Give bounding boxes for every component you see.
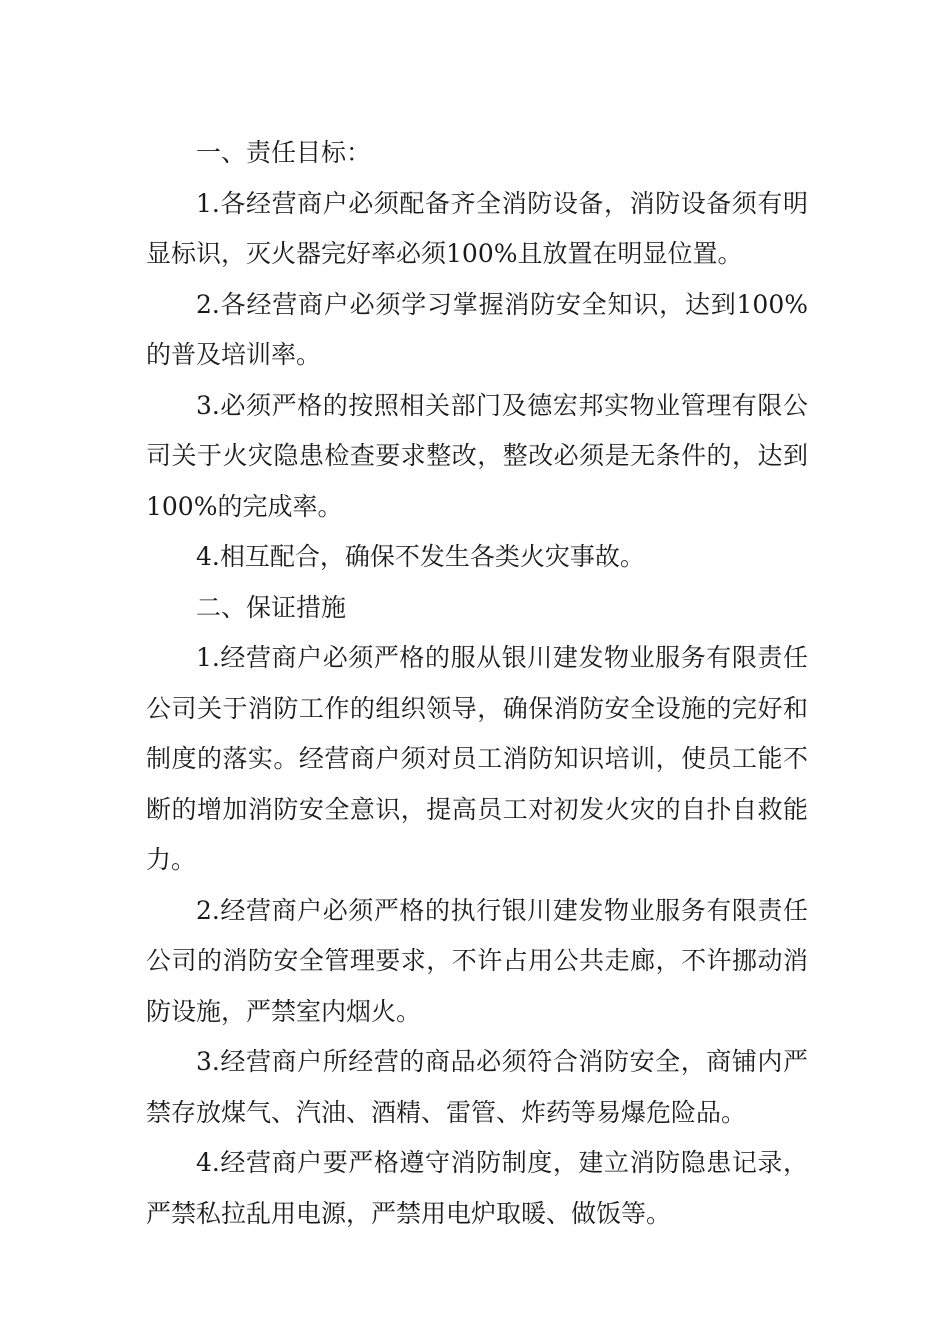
- goal-item-3: 3.必须严格的按照相关部门及德宏邦实物业管理有限公司关于火灾隐患检查要求整改，整改必须是无条件的，达到100%的完成率。: [146, 390, 808, 521]
- goal-item-2: 2.各经营商户必须学习掌握消防安全知识，达到100%的普及培训率。: [146, 289, 808, 369]
- measure-item-4: 4.经营商户要严格遵守消防制度，建立消防隐患记录，严禁私拉乱用电源，严禁用电炉取暖、做饭等。: [146, 1148, 808, 1228]
- measure-item-3: 3.经营商户所经营的商品必须符合消防安全，商铺内严禁存放煤气、汽油、酒精、雷管、炸药等易爆危险品。: [146, 1047, 808, 1127]
- goal-item-4: 4.相互配合，确保不发生各类火灾事故。: [196, 542, 645, 571]
- measure-item-2: 2.经营商户必须严格的执行银川建发物业服务有限责任公司的消防安全管理要求，不许占用公共走廊，不许挪动消防设施，严禁室内烟火。: [146, 895, 808, 1026]
- section-heading-responsibility-goals: 一、责任目标：: [196, 138, 372, 167]
- goal-item-1: 1.各经营商户必须配备齐全消防设备，消防设备须有明显标识，灭火器完好率必须100%且放置在明显位置。: [146, 188, 808, 268]
- measure-item-1: 1.经营商户必须严格的服从银川建发物业服务有限责任公司关于消防工作的组织领导，确保消防安全设施的完好和制度的落实。经营商户须对员工消防知识培训，使员工能不断的增加消防安全意识，提高员工对初发火灾的自扑自救能力。: [146, 643, 808, 874]
- document-body: [146, 128, 808, 1239]
- section-heading-guarantee-measures: 二、保证措施: [196, 592, 347, 622]
